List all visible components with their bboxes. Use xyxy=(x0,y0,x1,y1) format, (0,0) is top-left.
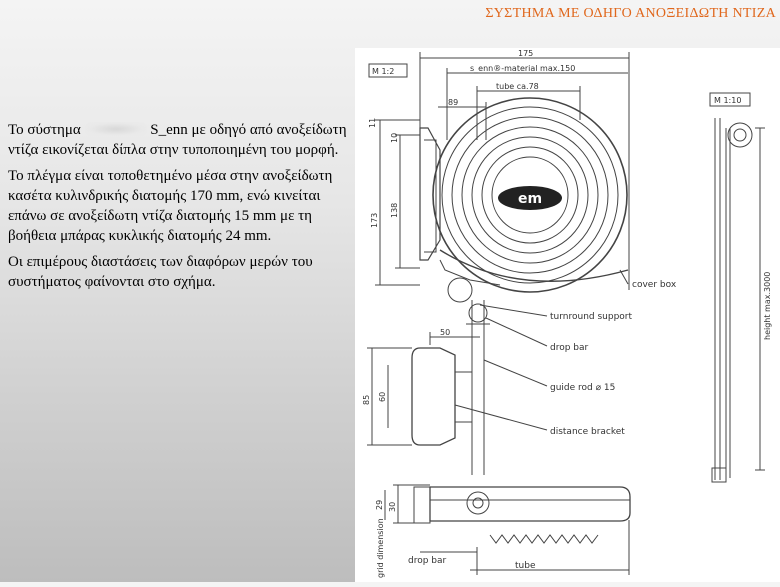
cassette-logo: em xyxy=(517,191,543,207)
dim-tube78: tube ca.78 xyxy=(496,82,539,91)
blurred-brand xyxy=(85,122,147,136)
dim-30: 30 xyxy=(388,501,397,512)
label-tube-bottom: tube xyxy=(515,561,536,571)
label-drop-bar: drop bar xyxy=(550,343,589,353)
scale-side-label: M 1:10 xyxy=(714,96,742,105)
scale-main-label: M 1:2 xyxy=(372,67,395,76)
dim-89: 89 xyxy=(448,98,459,107)
paragraph-1 xyxy=(8,120,348,160)
dim-173: 173 xyxy=(370,212,379,228)
dim-138: 138 xyxy=(390,202,399,218)
paragraph-3: Οι επιμέρους διαστάσεις των διαφόρων μερών του συστήματος φαίνονται στο σχήμα. xyxy=(8,254,313,290)
label-turnround-support: turnround support xyxy=(550,312,633,322)
dim-85: 85 xyxy=(362,394,371,405)
dim-material: s_enn®-material max.150 xyxy=(470,64,576,73)
label-distance-bracket: distance bracket xyxy=(550,427,625,437)
dim-11: 11 xyxy=(368,117,377,128)
dim-50: 50 xyxy=(440,328,451,337)
dim-10: 10 xyxy=(390,132,399,143)
paragraph-2: Το πλέγμα είναι τοποθετημένο μέσα στην ανοξείδωτη κασέτα κυλινδρικής διατομής 170 mm, ενώ κινείται επάνω σε ανοξείδωτη ντίζα διατομής 15 mm με τη βοήθεια μπάρας κυκλικής διατομής 24 mm. xyxy=(8,168,333,244)
dim-29: 29 xyxy=(375,499,384,510)
label-grid-dimension: grid dimension xyxy=(376,518,385,578)
label-guide-rod: guide rod ⌀ 15 xyxy=(550,383,616,393)
technical-drawing xyxy=(355,48,780,582)
dim-height: height max.3000 xyxy=(763,271,772,340)
label-drop-bar-bottom: drop bar xyxy=(408,556,447,566)
description-text xyxy=(8,120,348,298)
dim-60: 60 xyxy=(378,391,387,402)
p1-after: S_enn με οδηγό από ανοξείδωτη ντίζα εικονίζεται δίπλα στην τυποποιημένη του μορφή. xyxy=(8,122,347,158)
p1-before: Το σύστημα xyxy=(8,122,81,138)
drawing-svg xyxy=(355,48,780,582)
dim-175: 175 xyxy=(518,49,534,58)
label-cover-box: cover box xyxy=(632,280,677,290)
page-title: ΣΥΣΤΗΜΑ ΜΕ ΟΔΗΓΟ ΑΝΟΞΕΙΔΩΤΗ ΝΤΙΖΑ xyxy=(485,6,776,21)
